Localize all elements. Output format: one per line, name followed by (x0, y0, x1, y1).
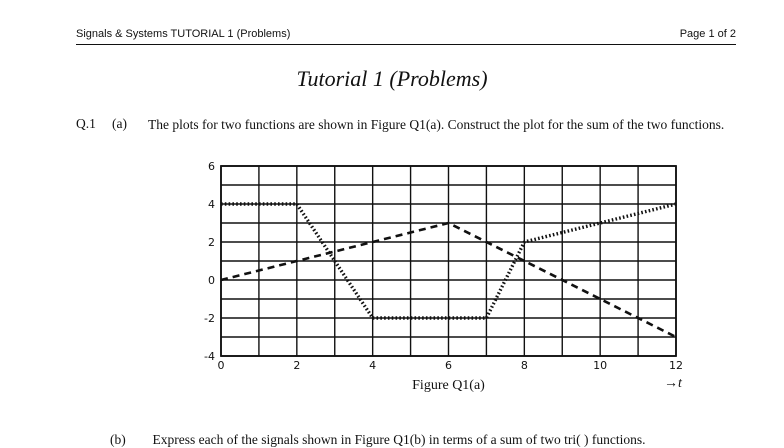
figure-caption: Figure Q1(a) (412, 378, 485, 393)
y-tick-label: 2 (208, 236, 215, 249)
header-left-text: Signals & Systems TUTORIAL 1 (Problems) (76, 28, 291, 40)
x-axis-label: →t (664, 376, 682, 391)
x-tick-label: 0 (217, 359, 225, 372)
x-tick-label: 10 (593, 359, 608, 372)
question-number: Q.1 (76, 116, 96, 131)
next-part-label: (b) (110, 432, 126, 447)
y-tick-label: -4 (204, 350, 215, 363)
next-question-line (110, 432, 646, 448)
y-tick-label: 4 (208, 198, 215, 211)
y-tick-label: 6 (208, 160, 215, 173)
x-tick-label: 12 (669, 359, 683, 372)
question-text: The plots for two functions are shown in Figure Q1(a). Construct the plot for the sum of the two functions. (148, 117, 725, 132)
x-tick-label: 4 (369, 359, 377, 372)
next-part-text: Express each of the signals shown in Figure Q1(b) in terms of a sum of two tri( ) functions. (152, 432, 646, 447)
y-tick-label: -2 (204, 312, 215, 325)
question-part-label: (a) (112, 116, 127, 131)
header-page-number: Page 1 of 2 (679, 28, 736, 40)
x-tick-label: 8 (520, 359, 528, 372)
y-tick-label: 0 (208, 274, 215, 287)
x-tick-label: 2 (293, 359, 301, 372)
document-title: Tutorial 1 (Problems) (296, 66, 488, 91)
x-tick-label: 6 (445, 359, 452, 372)
